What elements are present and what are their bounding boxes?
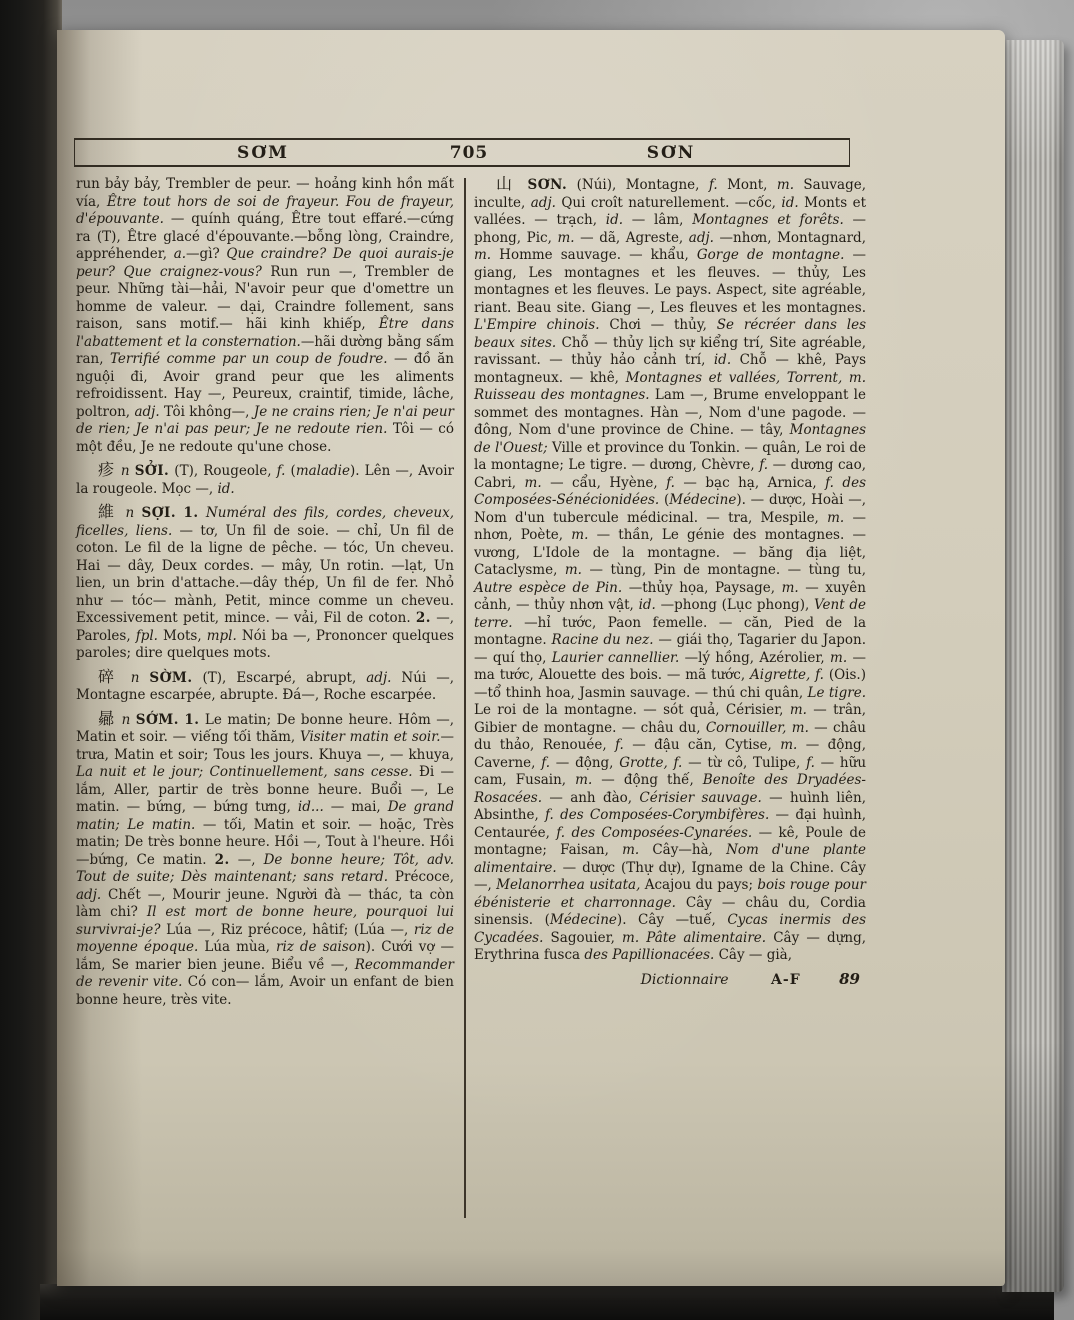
- dictionary-page: [57, 30, 1005, 1286]
- entry-som-matin: 曏 n SỚM. 1. Le matin; De bonne heure. Hôm —, Matin et soir. — viếng tối thăm, Visiter matin et soir.—trưa, Matin et soir; Tous les jours. Khuya —, — khuya, La nuit et le jour; Continuellement, sans cesse. Đi — lắm, Aller, partir de très bonne heure. Buổi —, Le matin. — bứng, — bứng tưng, id... — mai, De grand matin; Le matin. — tối, Matin et soir. — hoặc, Très matin; De très bonne heure. Hồi —, Tout à l'heure. Hồi —bứng, Ce matin. 2. —, De bonne heure; Tôt, adv. Tout de suite; Dès maintenant; sans retard. Précoce, adj. Chết —, Mourir jeune. Người đà — thác, ta còn làm chi? Il est mort de bonne heure, pourquoi lui survivrai-je? Lúa —, Riz précoce, hâtif; (Lúa —, riz de moyenne époque. Lúa mùa, riz de saison). Cưới vợ — lắm, Se marier bien jeune. Biểu về —, Recommander de revenir vite. Có con— lắm, Avoir un enfant de bien bonne heure, très vite.: [76, 708, 455, 1008]
- page-number: 705: [449, 143, 489, 163]
- entry-som-escarpe: 碎 n SỜM. (T), Escarpé, abrupt, adj. Núi —, Montagne escarpée, abrupte. Đá—, Roche escarpée.: [76, 666, 454, 703]
- right-column-entries: [474, 176, 866, 965]
- text-block: [74, 176, 868, 1224]
- book-spine: [0, 0, 62, 1320]
- entry-soi-rougeole: 疹 n SỞI. (T), Rougeole, f. (maladie). Lên —, Avoir la rougeole. Mọc —, id.: [76, 460, 454, 497]
- cjk-headword-character: 曏: [98, 708, 117, 728]
- page-fore-edge: [1002, 40, 1064, 1292]
- entry-run-continuation: run bảy bảy, Trembler de peur. — hoảng kinh hồn mất vía, Être tout hors de soi de frayeur. Fou de frayeur, d'épouvante. — quính quáng, Être tout effaré.—cứng ra (T), Être glacé d'épouvante.—bỗng lòng, Craindre, appréhender, a.—gì? Que craindre? De quoi aurais-je peur? Que craignez-vous? Run run —, Trembler de peur. Những tài—hải, N'avoir peur que d'omettre un homme de valeur. — dại, Craindre follement, sans raison, sans motif.— hãi kinh khiếp, Être dans l'abattement et la consternation.—hãi dường bằng sấm ran, Terrifié comme par un coup de foudre. — đồ ăn nguội đi, Avoir grand peur que les aliments refroidissent. Hay —, Peureux, craintif, timide, lâche, poltron, adj. Tôi không—, Je ne crains rien; Je n'ai peur de rien; Je n'ai pas peur; Je ne redoute rien. Tôi — có một đều, Je ne redoute qu'une chose.: [76, 176, 455, 455]
- entry-soi-fil: 維 n SỢI. 1. Numéral des fils, cordes, cheveux, ficelles, liens. — tơ, Un fil de soie. — chỉ, Un fil de coton. Le fil de la ligne de pêche. — tóc, Un cheveu. Hai — dây, Deux cordes. — mây, Un rotin. —lạt, Un lien, un brin d'attache.—dây thép, Un fil de fer. Nhỏ như — tóc— mành, Petit, mince comme un cheveu. Excessivement petit, mince. — vải, Fil de coton. 2. —, Paroles, fpl. Mots, mpl. Nói ba —, Prononcer quelques paroles; dire quelques mots.: [76, 502, 455, 661]
- cjk-headword-character: 碎: [98, 666, 121, 686]
- cjk-headword-character: 山: [496, 176, 519, 193]
- entry-son-montagne: 山 SƠN. (Núi), Montagne, f. Mont, m. Sauvage, inculte, adj. Qui croît naturellement. —cốc, id. Monts et vallées. — trạch, id. — lâm, Montagnes et forêts. — phong, Pic, m. — dã, Agreste, adj. —nhơn, Montagnard, m. Homme sauvage. — khẩu, Gorge de montagne. —giang, Les montagnes et les fleuves. — thủy, Les montagnes et les fleuves. Le pays. Aspect, site agréable, riant. Beau site. Giang —, Les fleuves et les montagnes. L'Empire chinois. Chơi — thủy, Se récréer dans les beaux sites. Chỗ — thủy lịch sự kiểng trí, Site agréable, ravissant. — thủy hảo cảnh trí, id. Chỗ — khê, Pays montagneux. — khê, Montagnes et vallées, Torrent, m. Ruisseau des montagnes. Lam —, Brume enveloppant le sommet des montagnes. Hàn —, Nom d'une pagode. — đông, Nom d'une province de Chine. — tây, Montagnes de l'Ouest; Ville et province du Tonkin. — quân, Le roi de la montagne; Le tigre. — dương, Chèvre, f. — dương cao, Cabri, m. — cẩu, Hyène, f. — bạc hạ, Arnica, f. des Composées-Sénécionidées. (Médecine). — dược, Hoài —, Nom d'un tubercule médicinal. — tra, Mespile, m. —nhơn, Poète, m. — thần, Le génie des montagnes. — vương, L'Idole de la montagne. — băng địa liệt, Cataclysme, m. — tùng, Pin de montagne. — tùng tu, Autre espèce de Pin. —thủy họa, Paysage, m. — xuyên cảnh, — thủy nhơn vật, id. —phong (Lục phong), Vent de terre. —hỉ tước, Paon femelle. — căn, Pied de la montagne. Racine du nez. — giái thọ, Tagarier du Japon. — quí thọ, Laurier cannellier. —lý hồng, Azérolier, m. — ma tước, Alouette des bois. — mã tước, Aigrette, f. (Ois.) —tổ thinh hoa, Jasmin sauvage. — thú chi quân, Le tigre. Le roi de la montagne. — sót quả, Cérisier, m. — trân, Gibier de montagne. — châu du, Cornouiller, m. — châu du thảo, Renouée, f. — đậu căn, Cytise, m. — động, Caverne, f. — động, Grotte, f. — từ cô, Tulipe, f. — hữu cam, Fusain, m. — động thế, Benoîte des Dryadées-Rosacées. — anh đào, Cérisier sauvage. — huình liên, Absinthe, f. des Composées-Corymbifères. — đại huình, Centaurée, f. des Composées-Cynarées. — kê, Poule de montagne; Faisan, m. Cây—hà, Nom d'une plante alimentaire. — dược (Thự dự), Igname de la Chine. Cây —, Melanorrhea usitata, Acajou du pays; bois rouge pour ébénisterie et charronnage. Cây — châu du, Cordia sinensis. (Médecine). Cây —tuế, Cycas inermis des Cycadées. Sagouier, m. Pâte alimentaire. Cây — dựng, Erythrina fusca des Papillionacées. Cây — già,: [474, 176, 867, 963]
- column-divider-rule: [464, 178, 466, 1218]
- left-column: [76, 176, 454, 1015]
- left-column-entries: [76, 176, 454, 1009]
- right-column: [474, 176, 866, 989]
- colophon-sheet-number: 89: [839, 969, 860, 988]
- printer-signature-line: [474, 971, 866, 990]
- cjk-headword-character: 疹: [98, 460, 116, 479]
- running-head: [74, 138, 850, 167]
- running-head-right-word: SƠN: [646, 143, 696, 163]
- colophon-title: Dictionnaire: [640, 971, 729, 988]
- running-head-left-word: SƠM: [237, 143, 289, 163]
- cjk-headword-character: 維: [98, 502, 119, 521]
- colophon-volume: A-F: [771, 971, 801, 988]
- book-bottom-edge: [40, 1284, 1054, 1320]
